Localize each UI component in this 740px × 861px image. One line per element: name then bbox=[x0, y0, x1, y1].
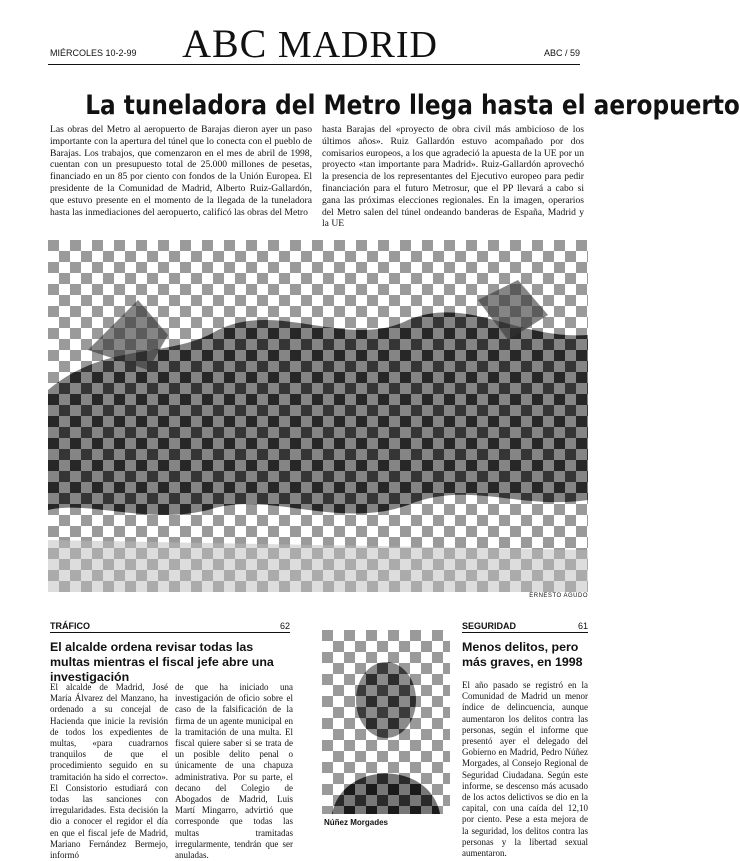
section-trafico-rule bbox=[50, 632, 290, 633]
header-rule bbox=[48, 64, 580, 65]
portrait-caption: Núñez Morgades bbox=[324, 818, 389, 827]
section-trafico-label: TRÁFICO bbox=[50, 621, 90, 631]
section-seguridad-rule bbox=[462, 632, 588, 633]
section-trafico-page: 62 bbox=[280, 621, 291, 631]
section-seguridad-label: SEGURIDAD bbox=[462, 621, 517, 631]
main-headline: La tuneladora del Metro llega hasta el aeropuerto bbox=[85, 90, 740, 121]
seguridad-column: El año pasado se registró en la Comunidad de Madrid un menor índice de delincuencia, aunque aumentaron los delitos contra las personas, según el informe que presentó ayer el delegado del Gobierno en Madrid, Pedro Núñez Morgades, al Consejo Regional de Seguridad Ciudadana. Según este informe, se descenso más acusado de los actos delictivos se dio en la capital, con una caída del 12,10 por ciento. Pese a esta mejora de la seguridad, los delitos contra las personas y la libertad sexual aumentaron. bbox=[462, 680, 588, 859]
portrait-image bbox=[322, 630, 450, 814]
trafico-headline: El alcalde ordena revisar todas las multas mientras el fiscal jefe abre una investigación bbox=[50, 640, 274, 684]
lead-column-1: Las obras del Metro al aeropuerto de Barajas dieron ayer un paso importante con la apertura del túnel que lo conecta con el pueblo de Barajas. Los trabajos, que comenzaron en el mes de abril de 1998, cuentan con un presupuesto total de 25.000 millones de pesetas, financiado en un 85 por ciento con fondos de la Unión Europea. El presidente de la Comunidad de Madrid, Alberto Ruiz-Gallardón, que estuvo presente en el momento de la llegada de la tuneladora hasta las inmediaciones del aeropuerto, calificó las obras del Metro bbox=[50, 124, 312, 218]
section-seguridad-page: 61 bbox=[578, 621, 589, 631]
tunnel-photo bbox=[48, 240, 588, 592]
lead-column-2: hasta Barajas del «proyecto de obra civil más ambicioso de los últimos años». Ruiz Gallardón estuvo acompañado por dos comisarios europeos, a los que agradeció la apuesta de la UE por un proyecto «tan importante para Madrid». Ruiz-Gallardón aprovechó la presencia de los representantes del Ejecutivo europeo para pedir financiación para el futuro Metrosur, que el PP llevará a cabo si gana las próximas elecciones regionales. En la imagen, operarios del Metro salen del túnel ondeando banderas de España, Madrid y la UE bbox=[322, 124, 584, 230]
page-number: ABC / 59 bbox=[543, 48, 580, 58]
photo-credit: ERNESTO AGUDO bbox=[529, 593, 588, 599]
issue-date: MIÉRCOLES 10-2-99 bbox=[50, 48, 137, 58]
portrait-photo bbox=[322, 630, 450, 814]
trafico-column-2: de que ha iniciado una investigación de oficio sobre el caso de la falsificación de la firma de un agente municipal en la tramitación de una multa. El fiscal quiere saber si se trata de un posible delito penal o únicamente de una chapuza administrativa. Por su parte, el decano del Colegio de Abogados de Madrid, Luis Martí Mingarro, advirtió que corresponde que todas las multas tramitadas irregularmente, tendrán que ser anuladas. bbox=[175, 682, 293, 861]
seguridad-headline: Menos delitos, pero más graves, en 1998 bbox=[462, 640, 583, 669]
tunnel-photo-image bbox=[48, 240, 588, 592]
masthead-section: MADRID bbox=[277, 24, 438, 66]
masthead-logo: ABC bbox=[182, 21, 268, 66]
masthead bbox=[0, 22, 620, 67]
trafico-column-1: El alcalde de Madrid, José María Álvarez del Manzano, ha ordenado a su concejal de Hacienda que inicie la revisión de todos los expedientes de multas, «para cuadrarnos tranquilos de que el procedimiento seguido en su tramitación ha sido el correcto». El Consistorio estudiará con todas las sanciones con irregularidades. Esta decisión la dio a conocer el regidor el día en que el fiscal jefe de Madrid, Mariano Fernández Bermejo, informó bbox=[50, 682, 168, 861]
